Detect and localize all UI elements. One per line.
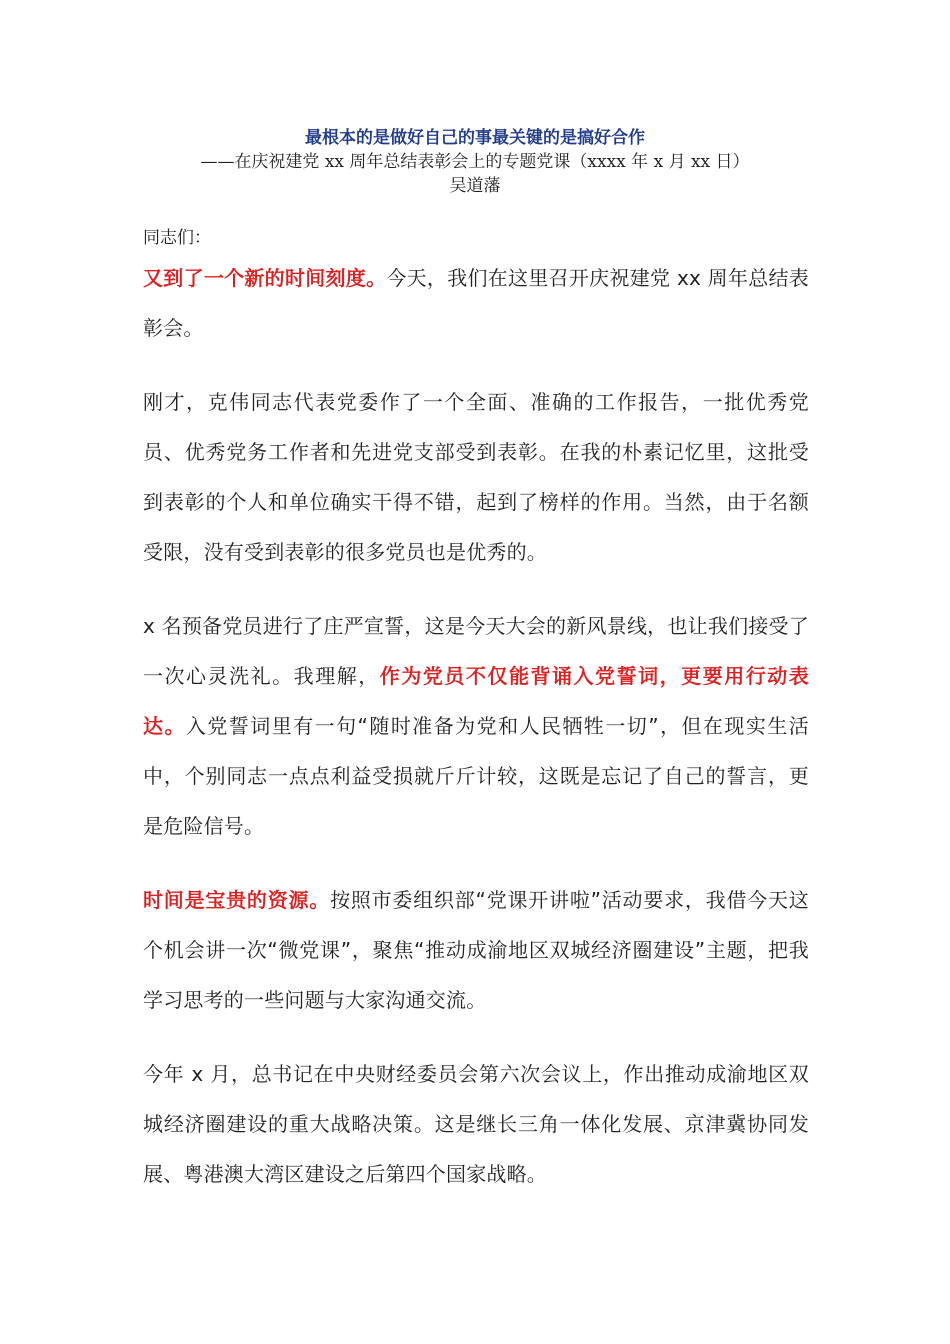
- document-title: 最根本的是做好自己的事最关键的是搞好合作: [305, 128, 645, 148]
- document-author: 吴道藩: [449, 176, 501, 196]
- document-subtitle: ——在庆祝建党 xx 周年总结表彰会上的专题党课（xxxx 年 x 月 xx 日）: [200, 152, 750, 172]
- paragraph-text: 今年 x 月，总书记在中央财经委员会第六次会议上，作出推动成渝地区双城经济圈建设的重大战略决策。这是继长三角一体化发展、京津冀协同发展、粤港澳大湾区建设之后第四个国家战略。: [143, 1062, 809, 1186]
- paragraph-5: [143, 1049, 809, 1199]
- highlight-text: 时间是宝贵的资源。: [143, 888, 331, 912]
- document-header: [143, 126, 807, 198]
- document-body: [143, 253, 809, 1223]
- highlight-text: 作为党员不仅能背诵入党誓词，更要用行动表达。: [143, 664, 810, 738]
- paragraph-3: [143, 601, 809, 851]
- paragraph-text: x 名预备党员进行了庄严宣誓，这是今天大会的新风景线，也让我们接受了一次心灵洗礼。我理解，: [143, 614, 809, 688]
- paragraph-text: 刚才，克伟同志代表党委作了一个全面、准确的工作报告，一批优秀党员、优秀党务工作者和先进党支部受到表彰。在我的朴素记忆里，这批受到表彰的个人和单位确实干得不错，起到了榜样的作用。当然，由于名额受限，没有受到表彰的很多党员也是优秀的。: [143, 390, 809, 564]
- paragraph-1: [143, 253, 809, 353]
- paragraph-2: [143, 377, 809, 577]
- salutation: 同志们：: [143, 228, 211, 248]
- paragraph-4: [143, 875, 809, 1025]
- paragraph-text: 按照市委组织部“党课开讲啦”活动要求，我借今天这个机会讲一次“微党课”，聚焦“推动成渝地区双城经济圈建设”主题，把我学习思考的一些问题与大家沟通交流。: [143, 888, 809, 1012]
- paragraph-text: 入党誓词里有一句“随时准备为党和人民牺牲一切”，但在现实生活中，个别同志一点点利益受损就斤斤计较，这既是忘记了自己的誓言，更是危险信号。: [143, 714, 809, 838]
- highlight-text: 又到了一个新的时间刻度。: [143, 266, 387, 290]
- paragraph-text: 今天，我们在这里召开庆祝建党 xx 周年总结表彰会。: [143, 266, 809, 340]
